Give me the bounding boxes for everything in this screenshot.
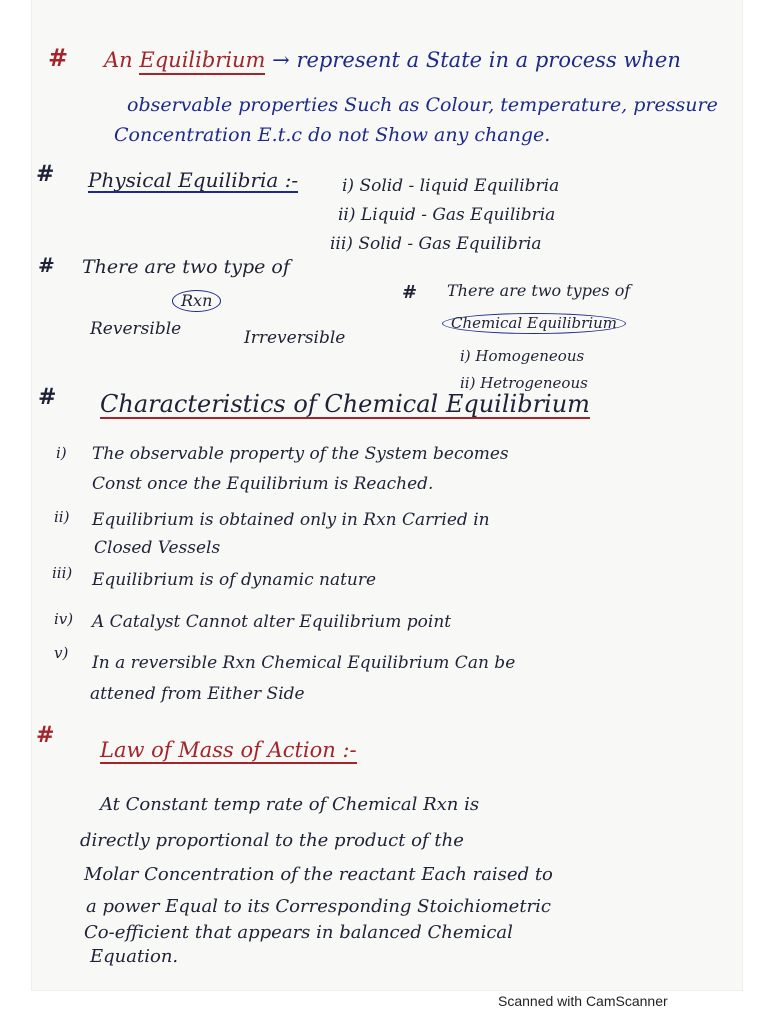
- equilibrium-term: Equilibrium: [139, 48, 265, 75]
- chemical-type-homogeneous: i) Homogeneous: [460, 347, 585, 365]
- intro-line-2: observable properties Such as Colour, temperature, pressure: [127, 94, 718, 116]
- law-body-line-6: Equation.: [90, 946, 179, 967]
- chemical-types-lead: There are two types of: [447, 281, 631, 300]
- law-of-mass-action-heading: Law of Mass of Action :-: [100, 738, 357, 762]
- characteristic-5-line-2: attened from Either Side: [90, 684, 305, 704]
- characteristic-2-line-1: Equilibrium is obtained only in Rxn Carried in: [92, 510, 490, 530]
- rxn-term: Rxn: [172, 290, 221, 312]
- section-marker: #: [36, 161, 55, 187]
- section-marker: #: [36, 722, 55, 748]
- characteristic-3-line-1: Equilibrium is of dynamic nature: [92, 570, 377, 590]
- item-number: i): [56, 444, 67, 462]
- camscanner-footer: Scanned with CamScanner: [498, 993, 668, 1009]
- physical-item-3: iii) Solid - Gas Equilibria: [330, 234, 542, 254]
- scanned-page: [32, 0, 742, 990]
- reaction-types-lead: There are two type of: [82, 256, 290, 278]
- section-marker: #: [402, 282, 418, 303]
- item-number: iii): [52, 564, 73, 582]
- characteristic-1-line-1: The observable property of the System becomes: [92, 444, 509, 464]
- characteristic-2-line-2: Closed Vessels: [94, 538, 221, 558]
- chemical-equilibrium-term: Chemical Equilibrium: [442, 313, 626, 334]
- physical-item-1: i) Solid - liquid Equilibria: [342, 176, 560, 196]
- intro-rest: → represent a State in a process when: [272, 48, 681, 72]
- section-marker: #: [48, 43, 69, 72]
- reaction-type-reversible: Reversible: [90, 319, 182, 339]
- section-marker: #: [38, 253, 55, 277]
- characteristic-4-line-1: A Catalyst Cannot alter Equilibrium point: [92, 612, 452, 632]
- law-body-line-1: At Constant temp rate of Chemical Rxn is: [100, 794, 480, 815]
- characteristic-1-line-2: Const once the Equilibrium is Reached.: [92, 474, 434, 494]
- law-body-line-4: a power Equal to its Corresponding Stoichiometric: [86, 896, 552, 917]
- characteristics-heading: Characteristics of Chemical Equilibrium: [100, 390, 590, 418]
- section-marker: #: [38, 384, 57, 410]
- chemical-type-heterogeneous: ii) Hetrogeneous: [460, 374, 588, 392]
- law-body-line-5: Co-efficient that appears in balanced Chemical: [84, 922, 513, 943]
- item-number: iv): [54, 610, 74, 628]
- intro-line-3: Concentration E.t.c do not Show any change.: [114, 124, 551, 146]
- law-body-line-2: directly proportional to the product of the: [80, 830, 464, 851]
- intro-lead: An: [104, 48, 133, 72]
- physical-item-2: ii) Liquid - Gas Equilibria: [338, 205, 556, 225]
- intro-line-1: [104, 50, 681, 71]
- item-number: v): [54, 644, 69, 662]
- reaction-type-irreversible: Irreversible: [244, 328, 346, 348]
- physical-equilibria-heading: Physical Equilibria :-: [88, 168, 299, 192]
- characteristic-5-line-1: In a reversible Rxn Chemical Equilibrium Can be: [92, 653, 516, 673]
- law-body-line-3: Molar Concentration of the reactant Each raised to: [84, 864, 553, 885]
- item-number: ii): [54, 508, 70, 526]
